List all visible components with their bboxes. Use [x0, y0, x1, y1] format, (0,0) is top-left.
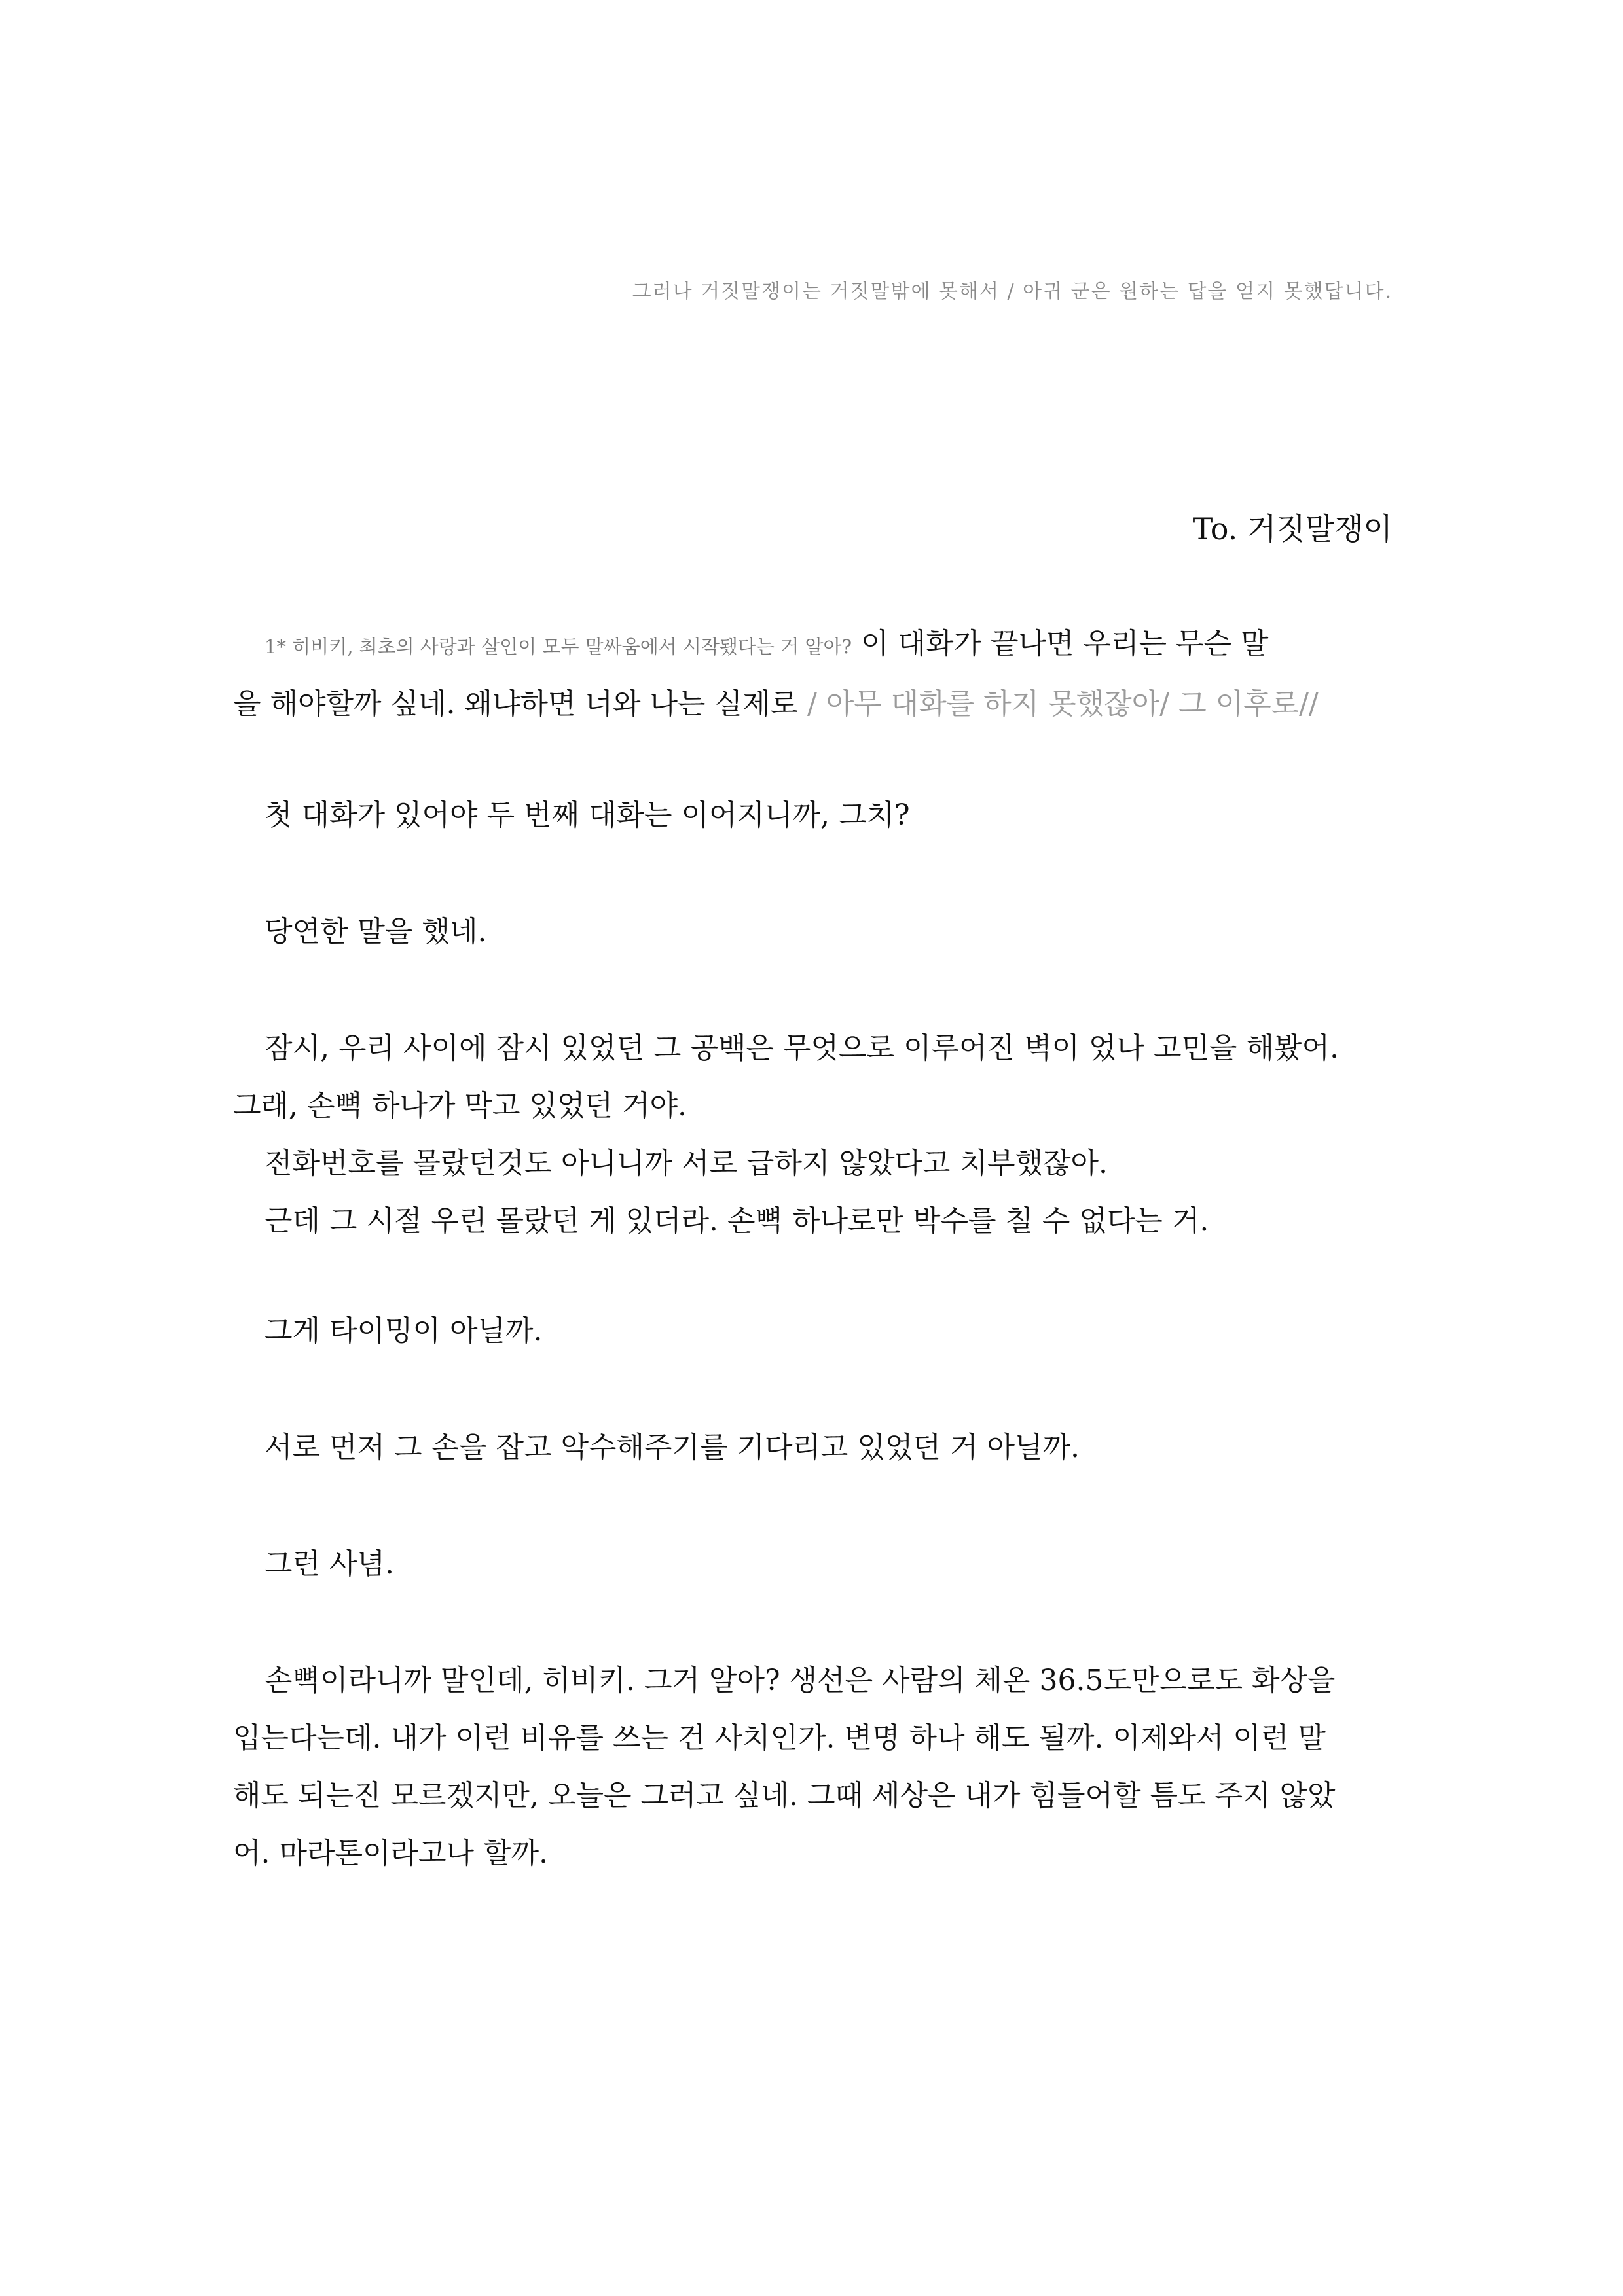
paragraph-7 [233, 1535, 1392, 1593]
paragraph-4-line-2: 그래, 손뼉 하나가 막고 있었던 거야. [233, 1089, 687, 1122]
paragraph-8-line-3: 해도 되는진 모르겠지만, 오늘은 그러고 싶네. 그때 세상은 내가 힘들어할 틈도 주지 않았 [233, 1779, 1336, 1812]
footnote-text: 1* 히비키, 최초의 사랑과 살인이 모두 말싸움에서 시작됐다는 거 알아? [264, 636, 852, 658]
paragraph-4-line-1: 잠시, 우리 사이에 잠시 있었던 그 공백은 무엇으로 이루어진 벽이 었나 고민을 해봤어. [264, 1031, 1339, 1065]
paragraph-6-text: 서로 먼저 그 손을 잡고 악수해주기를 기다리고 있었던 거 아닐까. [264, 1431, 1080, 1464]
paragraph-1-line-1 [233, 615, 1392, 675]
paragraph-1-text: 이 대화가 끝나면 우리는 무슨 말 [852, 627, 1269, 660]
paragraph-4-line-3: 전화번호를 몰랐던것도 아니니까 서로 급하지 않았다고 치부했잖아. [264, 1147, 1108, 1180]
paragraph-4-line-4: 근데 그 시절 우린 몰랐던 게 있더라. 손뼉 하나로만 박수를 칠 수 없다는 거. [264, 1204, 1209, 1238]
paragraph-8-line-4: 어. 마라톤이라고나 할까. [233, 1837, 548, 1870]
paragraph-6 [233, 1419, 1392, 1477]
paragraph-3-text: 당연한 말을 했네. [264, 915, 487, 948]
paragraph-1-text-cont: 을 해야할까 싶네. 왜냐하면 너와 나는 실제로 [233, 687, 798, 721]
paragraph-8 [233, 1652, 1392, 1882]
paragraph-8-line-2: 입는다는데. 내가 이런 비유를 쓰는 건 사치인가. 변명 하나 해도 될까. 이제와서 이런 말 [233, 1721, 1326, 1755]
paragraph-5 [233, 1302, 1392, 1360]
paragraph-7-text: 그런 사념. [264, 1547, 394, 1581]
paragraph-3 [233, 903, 1392, 961]
paragraph-1-line-2 [233, 675, 1392, 733]
epigraph-header: 그러나 거짓말쟁이는 거짓말밖에 못해서 / 아귀 군은 원하는 답을 얻지 못했답니다. [632, 280, 1393, 303]
letter-salutation: To. 거짓말쟁이 [1192, 511, 1393, 547]
paragraph-2 [233, 787, 1392, 844]
paragraph-5-text: 그게 타이밍이 아닐까. [264, 1314, 543, 1348]
paragraph-4 [233, 1020, 1392, 1250]
paragraph-1 [233, 615, 1392, 733]
paragraph-8-line-1: 손뼉이라니까 말인데, 히비키. 그거 알아? 생선은 사람의 체온 36.5도만으로도 화상을 [264, 1664, 1336, 1697]
struck-grey-text: / 아무 대화를 하지 못했잖아/ 그 이후로// [797, 687, 1319, 721]
paragraph-2-text: 첫 대화가 있어야 두 번째 대화는 이어지니까, 그치? [264, 798, 910, 832]
